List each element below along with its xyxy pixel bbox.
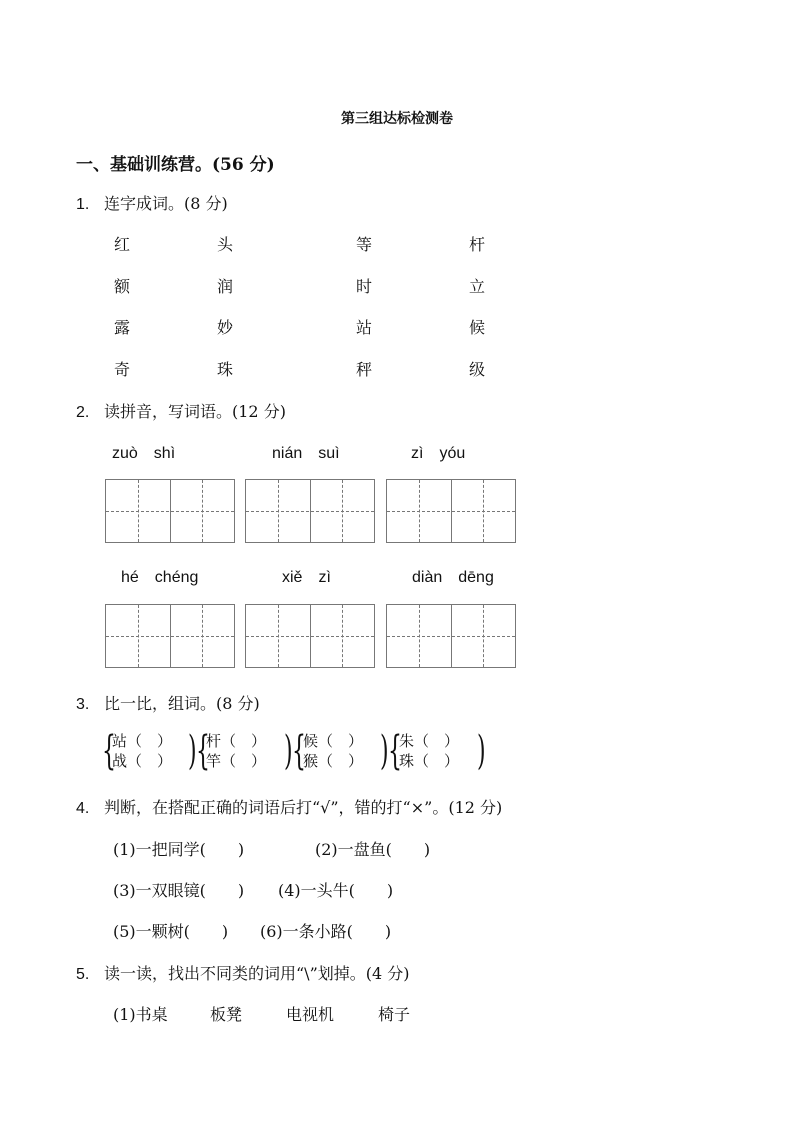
pinyin-label: nián suì — [272, 445, 340, 462]
char-cell: 候 — [469, 318, 486, 337]
right-brace: ) — [188, 728, 197, 774]
question-text: 读拼音，写词语。(12 分) — [104, 402, 286, 421]
compare-word: 杆（ ） — [206, 732, 267, 750]
judge-item: (2)一盘鱼( ) — [315, 840, 431, 859]
question-number: 4. — [76, 800, 90, 817]
judge-item: (4)一头牛( ) — [278, 881, 394, 900]
judge-item: (5)一颗树( ) — [113, 922, 229, 941]
char-cell: 等 — [356, 235, 373, 254]
writing-grid[interactable] — [245, 479, 375, 543]
left-brace: { — [292, 728, 306, 774]
question-4-title — [76, 795, 502, 818]
section-heading: 一、基础训练营。(56 分) — [76, 155, 275, 175]
compare-word: 朱（ ） — [399, 732, 460, 750]
question-number: 1. — [76, 196, 90, 213]
compare-group — [112, 731, 172, 771]
pinyin-label: diàn dēng — [412, 569, 494, 586]
char-cell: 站 — [356, 318, 373, 337]
page-title: 第三组达标检测卷 — [341, 111, 453, 127]
char-cell: 杆 — [469, 235, 486, 254]
char-cell: 珠 — [217, 360, 234, 379]
char-cell: 时 — [356, 277, 373, 296]
writing-grid[interactable] — [105, 479, 235, 543]
char-cell: 红 — [114, 235, 131, 254]
writing-grid[interactable] — [245, 604, 375, 668]
compare-group — [206, 731, 266, 771]
right-brace: ) — [380, 728, 389, 774]
char-cell: 头 — [217, 235, 234, 254]
char-cell: 额 — [114, 277, 131, 296]
word-item: 椅子 — [378, 1005, 411, 1024]
writing-grid[interactable] — [386, 479, 516, 543]
compare-word: 竿（ ） — [206, 752, 267, 770]
judge-item: (6)一条小路( ) — [260, 922, 392, 941]
question-number: 5. — [76, 966, 90, 983]
word-item: 电视机 — [286, 1005, 335, 1024]
compare-word: 猴（ ） — [303, 752, 364, 770]
pinyin-label: zì yóu — [411, 445, 466, 462]
compare-group — [303, 731, 363, 771]
question-number: 3. — [76, 696, 90, 713]
compare-word: 候（ ） — [303, 732, 364, 750]
right-brace: ) — [284, 728, 293, 774]
char-cell: 奇 — [114, 360, 131, 379]
writing-grid[interactable] — [105, 604, 235, 668]
question-5-title — [76, 961, 410, 984]
question-2-title — [76, 399, 286, 422]
char-cell: 润 — [217, 277, 234, 296]
question-text: 连字成词。(8 分) — [104, 194, 228, 213]
compare-word: 站（ ） — [112, 732, 173, 750]
char-cell: 立 — [469, 277, 486, 296]
pinyin-label: zuò shì — [112, 445, 176, 462]
writing-grid[interactable] — [386, 604, 516, 668]
right-brace: ) — [477, 728, 486, 774]
pinyin-label: hé chéng — [121, 569, 199, 586]
char-cell: 级 — [469, 360, 486, 379]
question-1-title — [76, 191, 228, 214]
judge-item: (1)一把同学( ) — [113, 840, 245, 859]
left-brace: { — [196, 728, 210, 774]
question-text: 判断，在搭配正确的词语后打“√”，错的打“×”。(12 分) — [104, 798, 503, 817]
pinyin-label: xiě zì — [282, 569, 331, 586]
left-brace: { — [388, 728, 402, 774]
compare-group — [399, 731, 459, 771]
compare-word: 战（ ） — [112, 752, 173, 770]
judge-item: (3)一双眼镜( ) — [113, 881, 245, 900]
question-text: 读一读，找出不同类的词用“\”划掉。(4 分) — [104, 964, 410, 983]
compare-word: 珠（ ） — [399, 752, 460, 770]
question-text: 比一比，组词。(8 分) — [104, 694, 260, 713]
question-3-title — [76, 691, 260, 714]
word-item: 板凳 — [210, 1005, 243, 1024]
char-cell: 露 — [114, 318, 131, 337]
char-cell: 秤 — [356, 360, 373, 379]
left-brace: { — [102, 728, 116, 774]
question-number: 2. — [76, 404, 90, 421]
char-cell: 妙 — [217, 318, 234, 337]
word-item: (1)书桌 — [113, 1005, 168, 1024]
